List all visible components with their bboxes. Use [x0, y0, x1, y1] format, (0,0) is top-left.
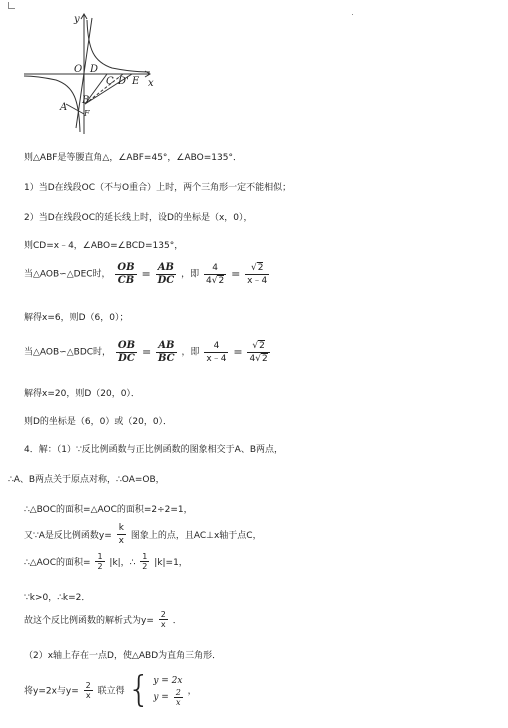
eq1-equals-2: =: [231, 267, 241, 281]
eq1-frac-ab-dc: $\frac{AB}{DC}$: [157, 262, 175, 286]
solution-2: 解得x=20，则D（20，0）．: [24, 389, 140, 399]
text-line-2: 1）当D在线段OC（不与O重合）上时，两个三角形一定不能相似；: [24, 183, 292, 193]
conclusion: 则D的坐标是（6，0）或（20，0）．: [24, 417, 173, 427]
half-fraction-2: $\frac{1}{2}$: [142, 552, 148, 571]
symmetry-line: ∴A、B两点关于原点对称，∴OA=OB，: [8, 475, 165, 485]
label-x: x: [148, 78, 154, 89]
text-line-3: 2）当D在线段OC的延长线上时，设D的坐标是（x，0），: [24, 213, 253, 223]
two-over-x: $\frac{2}{x}$: [160, 610, 166, 629]
label-y: y: [74, 14, 80, 25]
label-A: A: [60, 102, 68, 113]
corner-mark-top-left: [8, 2, 15, 9]
question-4-intro: 4．解：（1）∵反比例函数与正比例函数的图象相交于A、B两点，: [24, 445, 284, 455]
solution-1: 解得x=6，则D（6，0）；: [24, 313, 129, 323]
two-over-x-2: $\frac{2}{x}$: [85, 680, 91, 700]
text-line-1: 则△ABF是等腰直角△，∠ABF=45°，∠ABO=135°．: [24, 153, 242, 163]
eq1-frac-4-4root2: $\frac{4}{4√2}$: [205, 263, 225, 286]
eq1-equals: =: [141, 267, 151, 281]
eq2-frac-ob-dc: $\frac{OB}{DC}$: [117, 340, 136, 364]
eq1-mid: ，即: [181, 269, 200, 280]
system-line: 将y=2x与y= $\frac{2}{x}$ 联立得 { y = 2x y = $\frac{2}{x}$ ，: [24, 669, 197, 710]
half-fraction-1: $\frac{1}{2}$: [97, 552, 103, 571]
part-2-line: （2）x轴上存在一点D，使△ABD为直角三角形．: [24, 651, 222, 661]
label-B: B: [82, 95, 90, 106]
formula-line: 故这个反比例函数的解析式为y= $\frac{2}{x}$ ．: [24, 610, 182, 629]
eq2-frac-4-x4: $\frac{4}{x﹣4}$: [206, 341, 227, 364]
eq2-equals-2: =: [233, 345, 243, 359]
eq2-prefix: 当△AOB∽△BDC时，: [24, 347, 112, 358]
eq1-frac-root2-x4: $\frac{√2}{x﹣4}$: [247, 263, 268, 286]
area-line: ∴△BOC的面积=△AOC的面积=2÷2=1，: [24, 505, 193, 515]
label-F: F: [84, 109, 90, 118]
label-D: D: [90, 64, 99, 75]
point-a-line: 又∵A是反比例函数y= $\frac{k}{x}$ 图象上的点，且AC⊥x轴于点C，: [24, 523, 262, 546]
k-line: ∵k>0，∴k=2．: [24, 593, 91, 603]
eq2-equals: =: [141, 345, 152, 359]
equation-2: [24, 340, 272, 365]
eq2-frac-root2-4root2: $\frac{√2}{4√2}$: [249, 341, 268, 364]
eq1-frac-ob-cb: $\frac{OB}{CB}$: [117, 262, 135, 286]
label-C: C: [106, 76, 114, 87]
area-aoc-line: ∴△AOC的面积= $\frac{1}{2}$ |k|，∴ $\frac{1}{2}$ |k|=1，: [24, 552, 188, 571]
label-E: E: [132, 76, 140, 87]
label-D-prime: D': [118, 76, 129, 87]
eq2-mid: ，即: [181, 347, 200, 358]
equation-1: [24, 262, 271, 287]
label-O: O: [74, 64, 83, 75]
k-over-x: $\frac{k}{x}$: [118, 523, 124, 546]
equation-system: { y = 2x y = $\frac{2}{x}$: [127, 669, 183, 710]
eq2-frac-ab-bc: $\frac{AB}{BC}$: [158, 340, 175, 364]
text-line-4: 则CD=x﹣4，∠ABO=∠BCD=135°，: [24, 241, 184, 251]
hyperbola-lower: [24, 76, 80, 132]
corner-mark-top-right: [352, 14, 353, 15]
eq1-prefix: 当△AOB∽△DEC时，: [24, 269, 111, 280]
function-graph: [22, 10, 162, 138]
